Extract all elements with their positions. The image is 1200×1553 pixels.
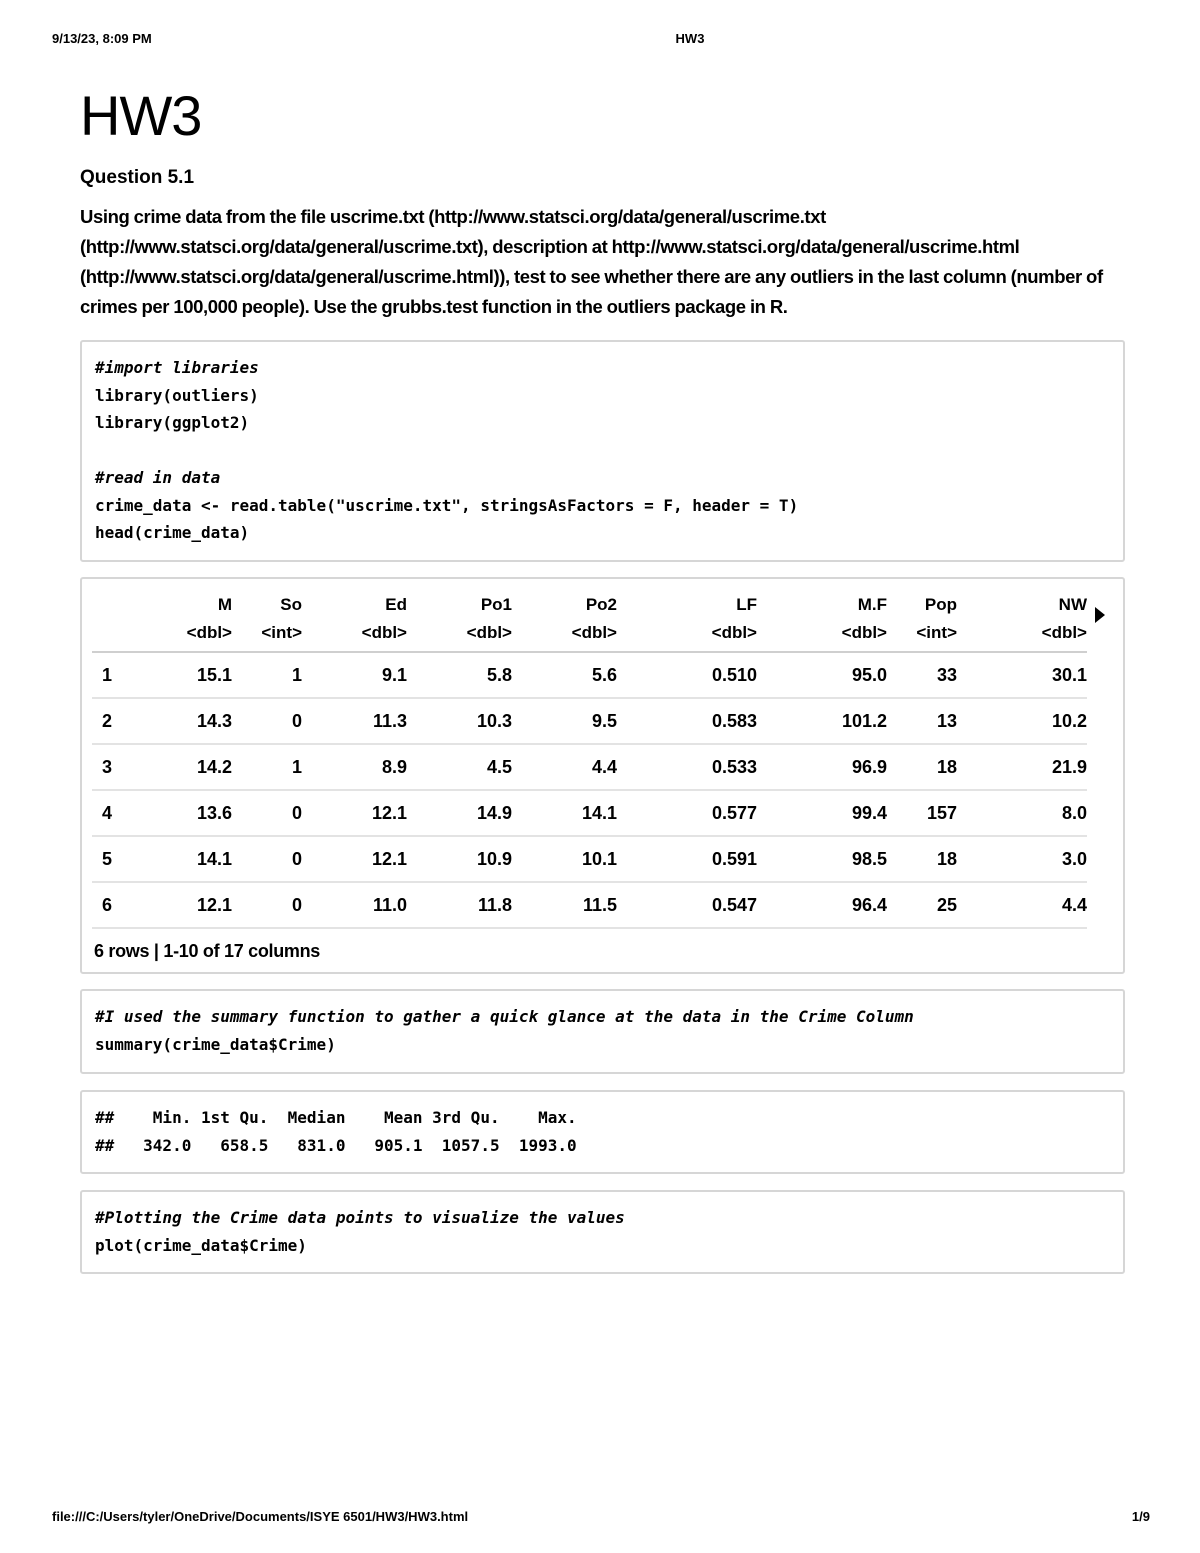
- table-cell: 96.9: [757, 744, 887, 790]
- table-row: [92, 836, 1087, 882]
- table-cell: 8.0: [957, 790, 1087, 836]
- table-cell: 4.4: [512, 744, 617, 790]
- table-cell: 9.1: [302, 652, 407, 698]
- code-line: summary(crime_data$Crime): [95, 1034, 336, 1054]
- table-cell: 0.577: [617, 790, 757, 836]
- table-cell: 13: [887, 698, 957, 744]
- question-paragraph: Using crime data from the file uscrime.txt (http://www.statsci.org/data/general/uscrime.txt (http://www.statsci.org/data/general/uscrime.txt), description at http://www.statsci.org/data/general/uscrime.html (http://www.statsci.org/data/general/uscrime.html)), test to see whether there are any outliers in the last column (number of crimes per 100,000 people). Use the grubbs.test function in the outliers package in R.: [80, 206, 1103, 317]
- table-cell: 30.1: [957, 652, 1087, 698]
- table-cell: 9.5: [512, 698, 617, 744]
- column-type: <dbl>: [841, 623, 887, 642]
- table-cell: 14.1: [162, 836, 232, 882]
- table-cell: 0: [232, 698, 302, 744]
- table-cell: 14.3: [162, 698, 232, 744]
- code-line: crime_data <- read.table("uscrime.txt", stringsAsFactors = F, header = T): [95, 495, 799, 515]
- table-cell: 11.3: [302, 698, 407, 744]
- column-name: Po2: [585, 595, 617, 614]
- table-row: [92, 744, 1087, 790]
- table-cell: 12.1: [302, 836, 407, 882]
- code-block-plot: [80, 1190, 1125, 1274]
- column-name: M.F: [857, 595, 887, 614]
- column-name: NW: [1058, 595, 1087, 614]
- row-index: 4: [92, 790, 162, 836]
- table-cell: 14.2: [162, 744, 232, 790]
- table-cell: 0.547: [617, 882, 757, 928]
- column-type: <dbl>: [361, 623, 407, 642]
- data-frame-table: [80, 577, 1125, 974]
- document-body: [80, 80, 1125, 322]
- table-cell: 11.0: [302, 882, 407, 928]
- column-type: <dbl>: [1041, 623, 1087, 642]
- table-cell: 1: [232, 744, 302, 790]
- table-cell: 0.591: [617, 836, 757, 882]
- table-cell: 13.6: [162, 790, 232, 836]
- table-cell: 25: [887, 882, 957, 928]
- table-cell: 0.533: [617, 744, 757, 790]
- code-block-summary: [80, 989, 1125, 1074]
- column-header: [757, 587, 887, 652]
- table-cell: 96.4: [757, 882, 887, 928]
- table-row: [92, 652, 1087, 698]
- column-header: [232, 587, 302, 652]
- table-row: [92, 790, 1087, 836]
- table-cell: 95.0: [757, 652, 887, 698]
- table-cell: 1: [232, 652, 302, 698]
- column-header: [407, 587, 512, 652]
- row-index: 2: [92, 698, 162, 744]
- table-cell: 10.2: [957, 698, 1087, 744]
- column-type: <dbl>: [466, 623, 512, 642]
- print-footer-path: file:///C:/Users/tyler/OneDrive/Documents/ISYE 6501/HW3/HW3.html: [52, 1509, 469, 1524]
- column-type: <dbl>: [711, 623, 757, 642]
- row-index: 6: [92, 882, 162, 928]
- table-cell: 5.6: [512, 652, 617, 698]
- code-comment: #I used the summary function to gather a quick glance at the data in the Crime Column: [95, 1007, 914, 1026]
- column-name: M: [217, 595, 232, 614]
- column-name: So: [280, 595, 302, 614]
- table-cell: 21.9: [957, 744, 1087, 790]
- column-header: [617, 587, 757, 652]
- row-index: 1: [92, 652, 162, 698]
- column-header: [887, 587, 957, 652]
- table-cell: 14.1: [512, 790, 617, 836]
- table-pagination-info: 6 rows | 1-10 of 17 columns: [94, 941, 321, 961]
- column-type: <dbl>: [571, 623, 617, 642]
- table-cell: 10.1: [512, 836, 617, 882]
- column-type: <dbl>: [186, 623, 232, 642]
- column-name: LF: [736, 595, 757, 614]
- table-row: [92, 698, 1087, 744]
- table-cell: 0: [232, 882, 302, 928]
- code-comment: #import libraries: [95, 358, 259, 377]
- column-header: [302, 587, 407, 652]
- code-line: library(ggplot2): [95, 413, 250, 432]
- table-cell: 11.5: [512, 882, 617, 928]
- table-cell: 11.8: [407, 882, 512, 928]
- column-type: <int>: [261, 623, 302, 642]
- next-columns-arrow-icon[interactable]: [1095, 607, 1105, 623]
- column-header: [92, 587, 162, 652]
- code-comment: #read in data: [95, 468, 221, 487]
- table-cell: 0: [232, 790, 302, 836]
- table-cell: 14.9: [407, 790, 512, 836]
- table-cell: 10.3: [407, 698, 512, 744]
- table-cell: 5.8: [407, 652, 512, 698]
- column-name: Ed: [385, 595, 407, 614]
- crime-data-table: [92, 587, 1087, 929]
- table-cell: 3.0: [957, 836, 1087, 882]
- code-comment: #Plotting the Crime data points to visualize the values: [95, 1208, 625, 1227]
- table-body: [92, 652, 1087, 928]
- print-header-title: HW3: [675, 31, 705, 46]
- table-cell: 0.583: [617, 698, 757, 744]
- code-block-import: [80, 340, 1125, 562]
- output-line-header: ## Min. 1st Qu. Median Mean 3rd Qu. Max.: [95, 1108, 577, 1127]
- code-line: plot(crime_data$Crime): [95, 1235, 307, 1255]
- table-cell: 4.4: [957, 882, 1087, 928]
- column-header: [957, 587, 1087, 652]
- column-header: [162, 587, 232, 652]
- table-cell: 10.9: [407, 836, 512, 882]
- column-name: Po1: [480, 595, 512, 614]
- code-line: library(outliers): [95, 385, 259, 405]
- table-cell: 12.1: [302, 790, 407, 836]
- code-text: [82, 342, 1123, 559]
- table-header-row: [92, 587, 1087, 652]
- print-footer-page: 1/9: [1131, 1509, 1150, 1524]
- table-cell: 0.510: [617, 652, 757, 698]
- table-cell: 12.1: [162, 882, 232, 928]
- output-block-summary: [80, 1090, 1125, 1174]
- table-cell: 98.5: [757, 836, 887, 882]
- print-header-datetime: 9/13/23, 8:09 PM: [52, 31, 152, 46]
- code-line: head(crime_data): [95, 523, 250, 542]
- table-cell: 33: [887, 652, 957, 698]
- page-title: HW3: [80, 84, 202, 147]
- row-index: 5: [92, 836, 162, 882]
- table-cell: 99.4: [757, 790, 887, 836]
- table-cell: 18: [887, 744, 957, 790]
- table-cell: 0: [232, 836, 302, 882]
- table-cell: 101.2: [757, 698, 887, 744]
- table-cell: 15.1: [162, 652, 232, 698]
- table-cell: 18: [887, 836, 957, 882]
- table-cell: 8.9: [302, 744, 407, 790]
- column-type: <int>: [916, 623, 957, 642]
- question-heading: Question 5.1: [80, 167, 195, 188]
- table-cell: 4.5: [407, 744, 512, 790]
- row-index: 3: [92, 744, 162, 790]
- column-name: Pop: [924, 595, 957, 614]
- table-row: [92, 882, 1087, 928]
- column-header: [512, 587, 617, 652]
- output-line-values: ## 342.0 658.5 831.0 905.1 1057.5 1993.0: [95, 1135, 577, 1155]
- table-cell: 157: [887, 790, 957, 836]
